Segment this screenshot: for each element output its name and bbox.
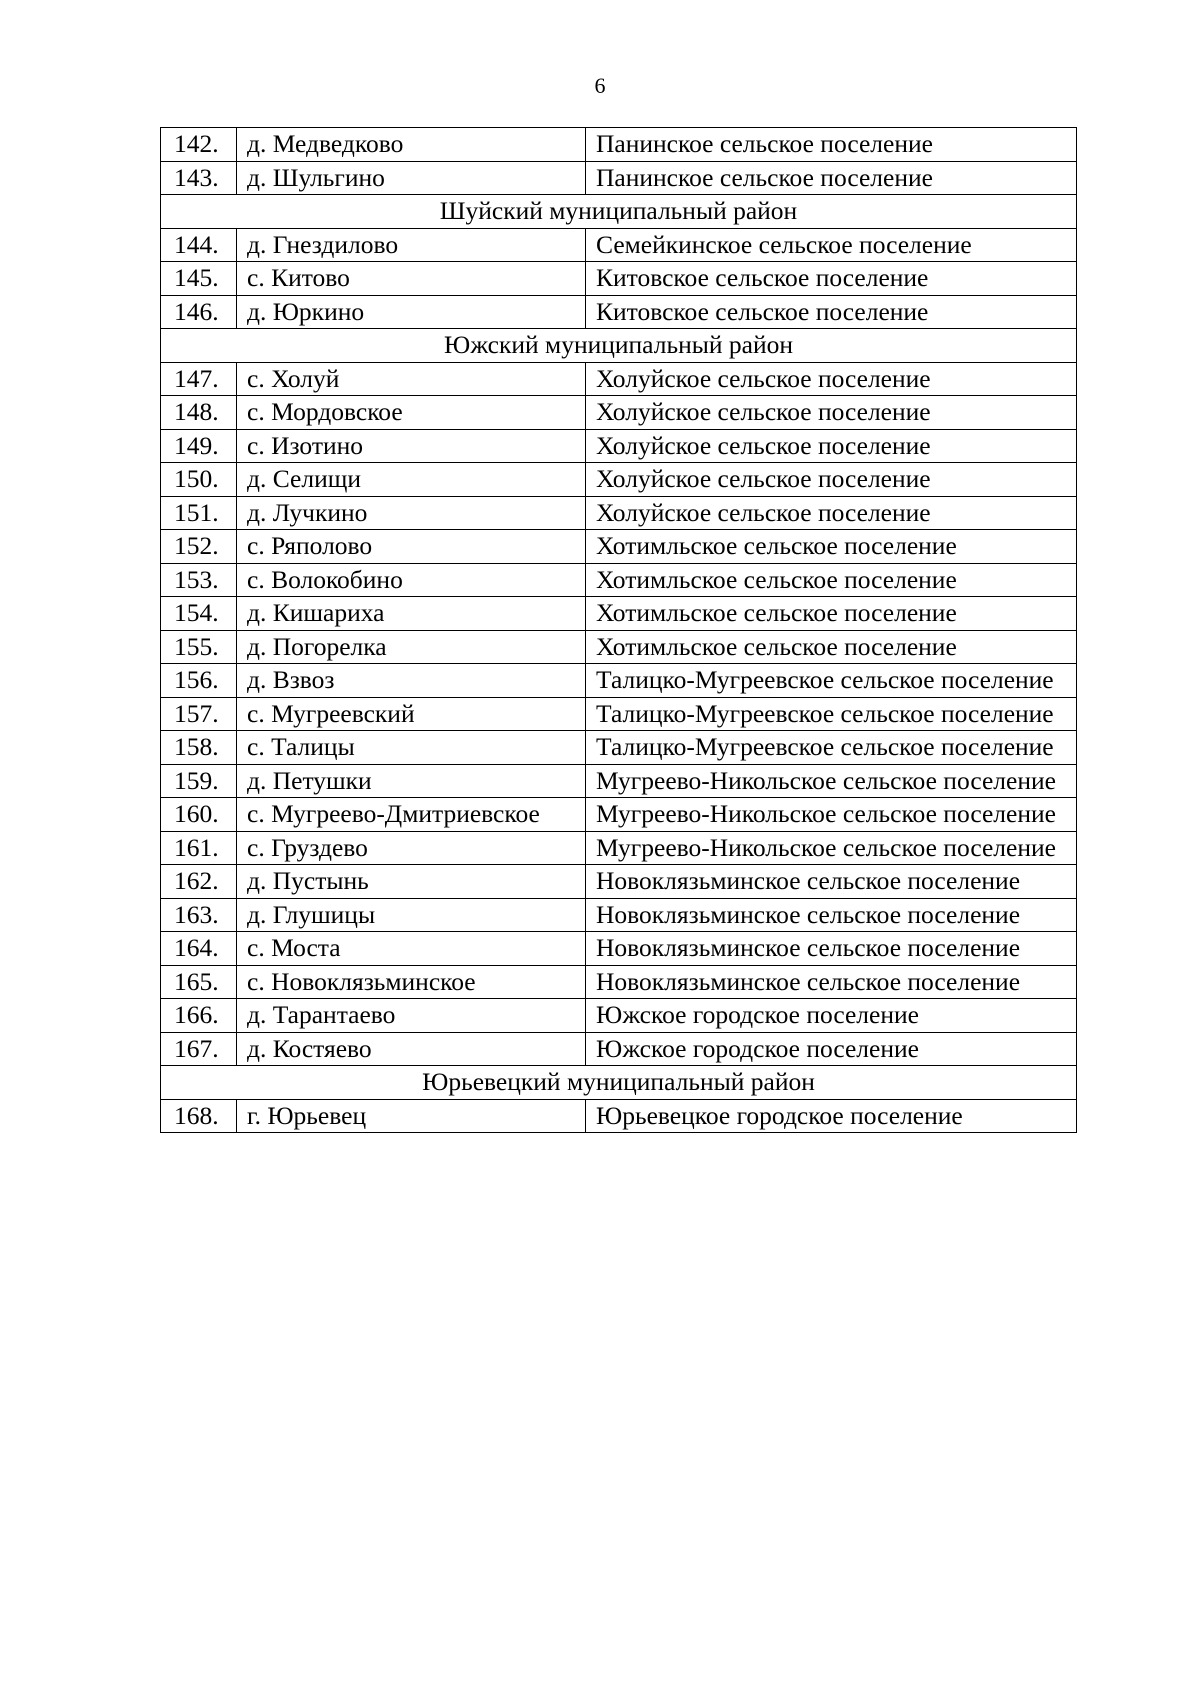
locality-name: д. Гнездилово	[237, 228, 586, 262]
row-number: 151.	[161, 496, 237, 530]
locality-name: д. Пустынь	[237, 865, 586, 899]
settlement-name: Новоклязьминское сельское поселение	[586, 898, 1077, 932]
table-row	[161, 965, 1077, 999]
settlement-name: Холуйское сельское поселение	[586, 463, 1077, 497]
row-number: 162.	[161, 865, 237, 899]
table-row	[161, 1099, 1077, 1133]
row-number: 161.	[161, 831, 237, 865]
settlement-name: Талицко-Мугреевское сельское поселение	[586, 731, 1077, 765]
table-row	[161, 999, 1077, 1033]
settlement-name: Мугреево-Никольское сельское поселение	[586, 764, 1077, 798]
table-row	[161, 697, 1077, 731]
locality-name: с. Волокобино	[237, 563, 586, 597]
row-number: 155.	[161, 630, 237, 664]
locality-name: с. Талицы	[237, 731, 586, 765]
row-number: 150.	[161, 463, 237, 497]
locality-name: д. Юркино	[237, 295, 586, 329]
settlement-name: Панинское сельское поселение	[586, 128, 1077, 162]
table-row	[161, 161, 1077, 195]
table-row	[161, 1032, 1077, 1066]
row-number: 146.	[161, 295, 237, 329]
locality-name: г. Юрьевец	[237, 1099, 586, 1133]
district-title: Юрьевецкий муниципальный район	[161, 1066, 1077, 1100]
locality-name: д. Медведково	[237, 128, 586, 162]
locality-name: с. Новоклязьминское	[237, 965, 586, 999]
row-number: 163.	[161, 898, 237, 932]
settlement-name: Хотимльское сельское поселение	[586, 563, 1077, 597]
row-number: 147.	[161, 362, 237, 396]
table-row	[161, 932, 1077, 966]
table-row	[161, 530, 1077, 564]
table-row	[161, 396, 1077, 430]
settlement-name: Панинское сельское поселение	[586, 161, 1077, 195]
row-number: 144.	[161, 228, 237, 262]
table-row	[161, 731, 1077, 765]
table-row	[161, 295, 1077, 329]
district-header-row	[161, 329, 1077, 363]
locality-name: д. Петушки	[237, 764, 586, 798]
settlement-name: Новоклязьминское сельское поселение	[586, 865, 1077, 899]
settlement-name: Южское городское поселение	[586, 999, 1077, 1033]
locality-name: д. Селищи	[237, 463, 586, 497]
district-title: Южский муниципальный район	[161, 329, 1077, 363]
settlement-name: Китовское сельское поселение	[586, 295, 1077, 329]
settlement-name: Южское городское поселение	[586, 1032, 1077, 1066]
district-title: Шуйский муниципальный район	[161, 195, 1077, 229]
table-row	[161, 664, 1077, 698]
table-row	[161, 128, 1077, 162]
page-number: 6	[594, 73, 606, 98]
table-row	[161, 898, 1077, 932]
table-row	[161, 630, 1077, 664]
locality-name: д. Кишариха	[237, 597, 586, 631]
row-number: 143.	[161, 161, 237, 195]
settlement-name: Мугреево-Никольское сельское поселение	[586, 831, 1077, 865]
row-number: 166.	[161, 999, 237, 1033]
locality-name: с. Мордовское	[237, 396, 586, 430]
locality-name: с. Холуй	[237, 362, 586, 396]
table-row	[161, 463, 1077, 497]
table-body	[161, 128, 1077, 1133]
table-row	[161, 597, 1077, 631]
settlement-name: Новоклязьминское сельское поселение	[586, 965, 1077, 999]
table-row	[161, 362, 1077, 396]
row-number: 167.	[161, 1032, 237, 1066]
locality-name: д. Глушицы	[237, 898, 586, 932]
settlement-name: Хотимльское сельское поселение	[586, 530, 1077, 564]
table-row	[161, 228, 1077, 262]
settlement-name: Китовское сельское поселение	[586, 262, 1077, 296]
row-number: 157.	[161, 697, 237, 731]
table-row	[161, 831, 1077, 865]
table-row	[161, 764, 1077, 798]
row-number: 165.	[161, 965, 237, 999]
locality-name: д. Взвоз	[237, 664, 586, 698]
row-number: 158.	[161, 731, 237, 765]
locality-name: д. Тарантаево	[237, 999, 586, 1033]
row-number: 152.	[161, 530, 237, 564]
row-number: 168.	[161, 1099, 237, 1133]
settlement-name: Семейкинское сельское поселение	[586, 228, 1077, 262]
district-header-row	[161, 195, 1077, 229]
settlement-name: Талицко-Мугреевское сельское поселение	[586, 697, 1077, 731]
row-number: 154.	[161, 597, 237, 631]
settlement-name: Хотимльское сельское поселение	[586, 597, 1077, 631]
row-number: 159.	[161, 764, 237, 798]
locality-name: с. Изотино	[237, 429, 586, 463]
settlement-name: Мугреево-Никольское сельское поселение	[586, 798, 1077, 832]
settlement-name: Холуйское сельское поселение	[586, 429, 1077, 463]
table-row	[161, 865, 1077, 899]
district-header-row	[161, 1066, 1077, 1100]
locality-name: с. Мугреевский	[237, 697, 586, 731]
row-number: 160.	[161, 798, 237, 832]
table-row	[161, 429, 1077, 463]
settlement-name: Холуйское сельское поселение	[586, 396, 1077, 430]
row-number: 153.	[161, 563, 237, 597]
table-row	[161, 563, 1077, 597]
row-number: 164.	[161, 932, 237, 966]
locality-name: с. Груздево	[237, 831, 586, 865]
settlement-name: Новоклязьминское сельское поселение	[586, 932, 1077, 966]
settlement-name: Хотимльское сельское поселение	[586, 630, 1077, 664]
locality-name: д. Шульгино	[237, 161, 586, 195]
locality-name: с. Мугреево-Дмитриевское	[237, 798, 586, 832]
row-number: 148.	[161, 396, 237, 430]
locality-name: с. Ряполово	[237, 530, 586, 564]
locality-name: с. Китово	[237, 262, 586, 296]
row-number: 149.	[161, 429, 237, 463]
locality-name: д. Погорелка	[237, 630, 586, 664]
settlement-name: Холуйское сельское поселение	[586, 362, 1077, 396]
table-row	[161, 798, 1077, 832]
table-row	[161, 262, 1077, 296]
settlement-name: Холуйское сельское поселение	[586, 496, 1077, 530]
table-row	[161, 496, 1077, 530]
row-number: 142.	[161, 128, 237, 162]
locality-name: д. Лучкино	[237, 496, 586, 530]
row-number: 145.	[161, 262, 237, 296]
locality-name: с. Моста	[237, 932, 586, 966]
settlement-name: Юрьевецкое городское поселение	[586, 1099, 1077, 1133]
settlement-name: Талицко-Мугреевское сельское поселение	[586, 664, 1077, 698]
row-number: 156.	[161, 664, 237, 698]
locality-name: д. Костяево	[237, 1032, 586, 1066]
settlements-table	[160, 127, 1077, 1133]
